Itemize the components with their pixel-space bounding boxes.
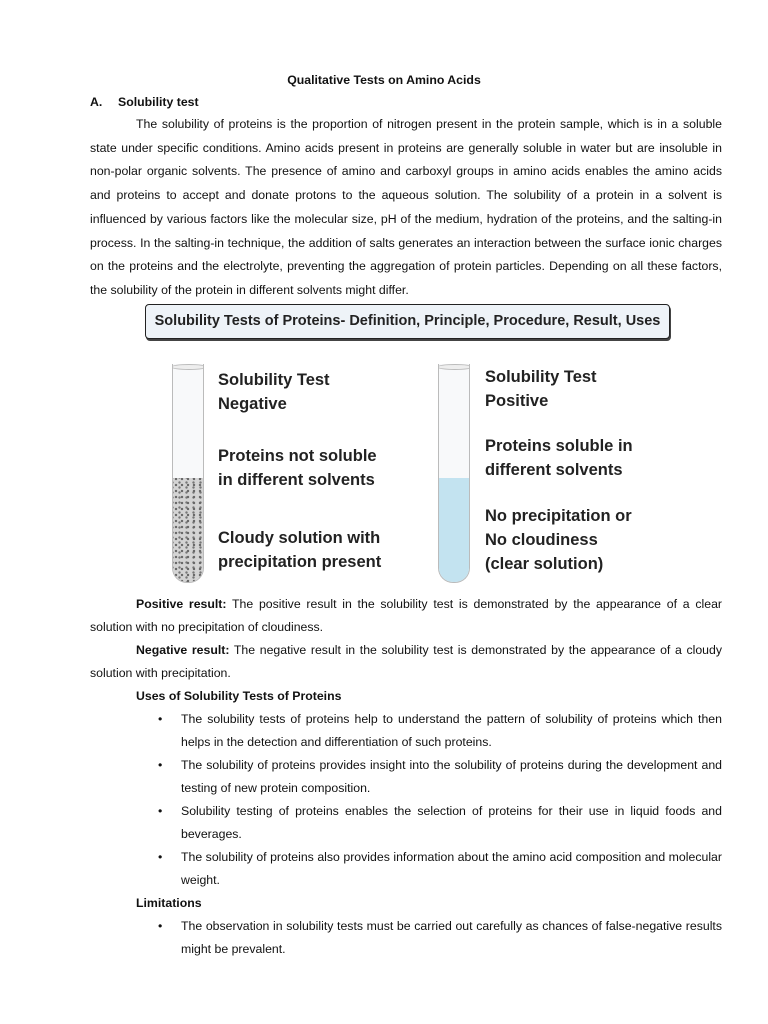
positive-heading: Solubility Test Positive xyxy=(485,368,597,410)
clear-liquid xyxy=(439,478,469,582)
section-letter: A. xyxy=(90,95,103,109)
limitations-list xyxy=(90,915,722,961)
solubility-figure xyxy=(145,304,675,594)
limitations-heading: Limitations xyxy=(136,896,202,910)
figure-title: Solubility Tests of Proteins- Definition, Principle, Procedure, Result, Uses xyxy=(145,304,670,339)
negative-result: Negative result: The negative result in the solubility test is demonstrated by the appearance of a cloudy solution with precipitation. xyxy=(90,643,722,680)
list-item: • The observation in solubility tests must be carried out carefully as chances of false-negative results might be prevalent. xyxy=(158,919,722,956)
negative-heading: Solubility Test Negative xyxy=(218,371,330,413)
section-heading-text: Solubility test xyxy=(118,95,199,109)
results-section xyxy=(90,593,722,961)
uses-list xyxy=(90,708,722,892)
section-heading xyxy=(90,95,199,109)
positive-description: Proteins soluble in different solvents xyxy=(485,437,633,479)
negative-description: Proteins not soluble in different solvents xyxy=(218,447,377,489)
intro-text: The solubility of proteins is the proportion of nitrogen present in the protein sample, which is in a soluble state under specific conditions. Amino acids present in proteins are generally soluble in water but are insoluble in non-polar organic solvents. The presence of amino and carboxyl groups in amino acids enables the amino acids and proteins to accept and donate protons to the aqueous solution. The solubility of a protein in a solvent is influenced by various factors like the molecular size, pH of the medium, hydration of the proteins, and the salting-in process. In the salting-in technique, the addition of salts generates an interaction between the surface ionic charges on the proteins and the electrolyte, preventing the aggregation of protein particles. Depending on all these factors, the solubility of the protein in different solvents might differ. xyxy=(90,117,722,297)
uses-heading: Uses of Solubility Tests of Proteins xyxy=(136,689,342,703)
list-item: • The solubility tests of proteins help to understand the pattern of solubility of proteins which then helps in the detection and differentiation of such proteins. xyxy=(158,712,722,749)
list-item: • Solubility testing of proteins enables the selection of proteins for their use in liquid foods and beverages. xyxy=(158,804,722,841)
cloudy-liquid xyxy=(173,478,203,582)
positive-observation: No precipitation or No cloudiness (clear solution) xyxy=(485,507,632,573)
test-tube-positive xyxy=(438,364,470,583)
negative-observation: Cloudy solution with precipitation present xyxy=(218,529,382,571)
positive-result: Positive result: The positive result in the solubility test is demonstrated by the appearance of a clear solution with no precipitation of cloudiness. xyxy=(90,597,723,634)
document-title: Qualitative Tests on Amino Acids xyxy=(287,73,481,87)
test-tube-negative xyxy=(172,364,204,583)
list-item: • The solubility of proteins provides insight into the solubility of proteins during the development and testing of new protein composition. xyxy=(158,758,722,795)
list-item: • The solubility of proteins also provides information about the amino acid composition and molecular weight. xyxy=(158,850,722,887)
intro-paragraph xyxy=(90,113,722,303)
